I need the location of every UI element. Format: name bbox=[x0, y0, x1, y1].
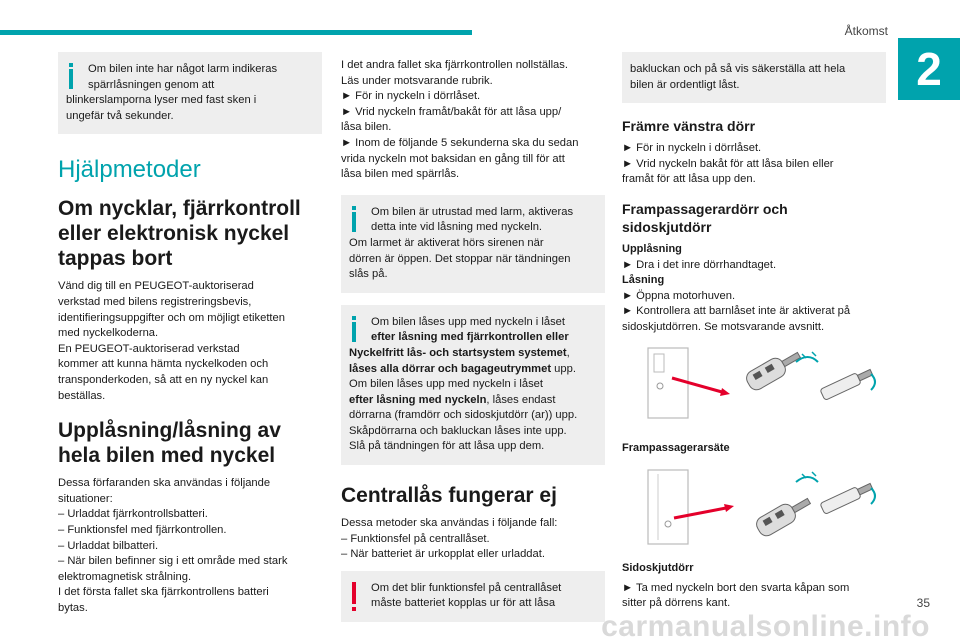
text-line: ► För in nyckeln i dörrlåset. bbox=[341, 90, 481, 103]
text-line: ► För in nyckeln i dörrlåset. bbox=[622, 142, 762, 155]
heading-unlock-with-key: Upplåsning/låsning av hela bilen med nyckel bbox=[58, 419, 281, 468]
info-line bbox=[349, 346, 597, 362]
text-line: – Funktionsfel med fjärrkontrollen. bbox=[58, 523, 227, 536]
info-line bbox=[349, 393, 597, 409]
info-line: Slå på tändningen för att låsa upp dem. bbox=[349, 440, 545, 453]
column-3 bbox=[622, 52, 886, 612]
text-line: ► Vrid nyckeln bakåt för att låsa bilen eller bbox=[622, 157, 834, 170]
text-line: Läs under motsvarande rubrik. bbox=[341, 74, 493, 87]
chapter-number-tab: 2 bbox=[898, 38, 960, 100]
heading-lost-key: Om nycklar, fjärrkontroll eller elektronisk nyckel tappas bort bbox=[58, 197, 301, 271]
text-line: verkstad med bilens registreringsbevis, bbox=[58, 295, 252, 308]
passenger-seat-lock-diagram bbox=[646, 344, 886, 424]
column-2 bbox=[341, 52, 605, 634]
watermark: carmanualsonline.info bbox=[601, 610, 930, 640]
text-line: I det första fallet ska fjärrkontrollens batteri bbox=[58, 586, 269, 599]
text-line: – Urladdat bilbatteri. bbox=[58, 539, 159, 552]
page-number: 35 bbox=[916, 596, 930, 610]
info-line: blinkerslamporna lyser med fast sken i bbox=[66, 94, 257, 107]
intro-paragraph bbox=[341, 58, 605, 183]
info-span: , låses endast bbox=[486, 393, 556, 406]
warning-line: måste batteriet kopplas ur för att låsa bbox=[371, 597, 556, 610]
text-line: – När batteriet är urkopplat eller urladdat. bbox=[341, 548, 545, 561]
text-line: låsa bilen med spärrlås. bbox=[341, 168, 460, 181]
info-line: spärrlåsningen genom att bbox=[88, 78, 215, 91]
unlock-label: Upplåsning bbox=[622, 242, 682, 255]
warning-icon bbox=[349, 582, 363, 612]
heading-passenger-door: Frampassagerardörr och sidoskjutdörr bbox=[622, 200, 788, 235]
sliding-door-lock-diagram bbox=[646, 468, 886, 548]
text-line: ► Kontrollera att barnlåset inte är aktiverat på bbox=[622, 305, 851, 318]
heading-front-left-door: Främre vänstra dörr bbox=[622, 118, 756, 135]
text-line: Dessa metoder ska användas i följande fall: bbox=[341, 517, 558, 530]
info-box-alarm bbox=[58, 52, 322, 134]
info-line: Om bilen är utrustad med larm, aktiveras bbox=[371, 205, 574, 218]
info-line: Skåpdörrarna och bakluckan låses inte upp. bbox=[349, 424, 567, 437]
central-paragraph bbox=[341, 516, 605, 563]
section-title: Hjälpmetoder bbox=[58, 156, 201, 184]
info-span: , bbox=[566, 346, 570, 359]
text-line: En PEUGEOT-auktoriserad verkstad bbox=[58, 342, 240, 355]
info-line: dörren är öppen. Det stoppar när tändningen bbox=[349, 252, 571, 265]
box-line: bakluckan och på så vis säkerställa att hela bbox=[630, 63, 846, 75]
text-line: med nyckelkoderna. bbox=[58, 327, 159, 340]
column-1 bbox=[58, 52, 322, 616]
info-span: upp. bbox=[551, 362, 576, 375]
text-line: kommer att kunna hämta nyckelkoden och bbox=[58, 358, 269, 371]
text-line: ► Öppna motorhuven. bbox=[622, 289, 736, 302]
text-line: elektromagnetisk strålning. bbox=[58, 570, 192, 583]
warning-box-battery bbox=[341, 571, 605, 622]
text-line: – Funktionsfel på centrallåset. bbox=[341, 532, 490, 545]
text-line: sidoskjutdörren. Se motsvarande avsnitt. bbox=[622, 320, 825, 333]
heading-central-lock: Centrallås fungerar ej bbox=[341, 484, 557, 508]
text-line: framåt för att låsa upp den. bbox=[622, 173, 756, 186]
text-line: bytas. bbox=[58, 601, 88, 614]
text-line: ► Vrid nyckeln framåt/bakåt för att låsa upp/ bbox=[341, 105, 562, 118]
info-line: Om larmet är aktiverat hörs sirenen när bbox=[349, 236, 544, 249]
info-line bbox=[349, 362, 597, 378]
text-line: beställas. bbox=[58, 389, 106, 402]
caption-passenger-seat: Frampassagerarsäte bbox=[622, 441, 730, 454]
info-line: efter låsning med fjärrkontrollen eller bbox=[371, 331, 569, 344]
info-line: Om bilen låses upp med nyckeln i låset bbox=[371, 315, 566, 328]
info-line: Om bilen låses upp med nyckeln i låset bbox=[349, 378, 544, 391]
warning-line: Om det blir funktionsfel på centrallåset bbox=[371, 581, 562, 594]
text-line: sitter på dörrens kant. bbox=[622, 597, 731, 610]
info-bold-span: Nyckelfritt lås- och startsystem systemet bbox=[349, 346, 567, 359]
text-line: ► Dra i det inre dörrhandtaget. bbox=[622, 258, 777, 271]
lock-label: Låsning bbox=[622, 274, 665, 287]
caption-sliding-door: Sidoskjutdörr bbox=[622, 562, 694, 575]
info-icon bbox=[66, 63, 80, 89]
info-icon bbox=[349, 316, 363, 342]
info-box-unlock-behaviour bbox=[341, 305, 605, 465]
info-line: Om bilen inte har något larm indikeras bbox=[88, 63, 278, 75]
text-line: Dessa förfaranden ska användas i följande bbox=[58, 477, 271, 490]
info-line: ungefär två sekunder. bbox=[66, 109, 174, 122]
info-line: dörrarna (framdörr och sidoskjutdörr (ar)) upp. bbox=[349, 409, 578, 422]
info-bold-span: efter låsning med nyckeln bbox=[349, 393, 487, 406]
info-line: slås på. bbox=[349, 268, 388, 281]
text-line: – När bilen befinner sig i ett område med stark bbox=[58, 555, 288, 568]
header-title: Åtkomst bbox=[844, 24, 888, 38]
info-bold-span: låses alla dörrar och bagageutrymmet bbox=[349, 362, 552, 375]
text-line: situationer: bbox=[58, 492, 113, 505]
unlock-paragraph bbox=[58, 476, 322, 616]
lost-key-paragraph bbox=[58, 279, 322, 404]
text-line: transponderkoden, så att en ny nyckel kan bbox=[58, 373, 269, 386]
text-line: vrida nyckeln mot baksidan en gång till för att bbox=[341, 152, 565, 165]
text-line: I det andra fallet ska fjärrkontrollen nollställas. bbox=[341, 59, 568, 71]
text-line: identifieringsuppgifter och om möjligt etiketten bbox=[58, 311, 285, 324]
header-accent-bar bbox=[0, 30, 472, 35]
info-line: detta inte vid låsning med nyckeln. bbox=[371, 221, 543, 234]
text-line: Vänd dig till en PEUGEOT-auktoriserad bbox=[58, 280, 254, 293]
text-line: – Urladdat fjärrkontrollsbatteri. bbox=[58, 508, 208, 521]
text-line: låsa bilen. bbox=[341, 121, 392, 134]
info-box-alarm-key bbox=[341, 195, 605, 293]
text-line: ► Ta med nyckeln bort den svarta kåpan som bbox=[622, 581, 850, 594]
front-left-paragraph bbox=[622, 141, 886, 188]
text-line: ► Inom de följande 5 sekunderna ska du sedan bbox=[341, 136, 579, 149]
box-line: bilen är ordentligt låst. bbox=[630, 78, 740, 91]
continued-box bbox=[622, 52, 886, 103]
info-icon bbox=[349, 206, 363, 232]
